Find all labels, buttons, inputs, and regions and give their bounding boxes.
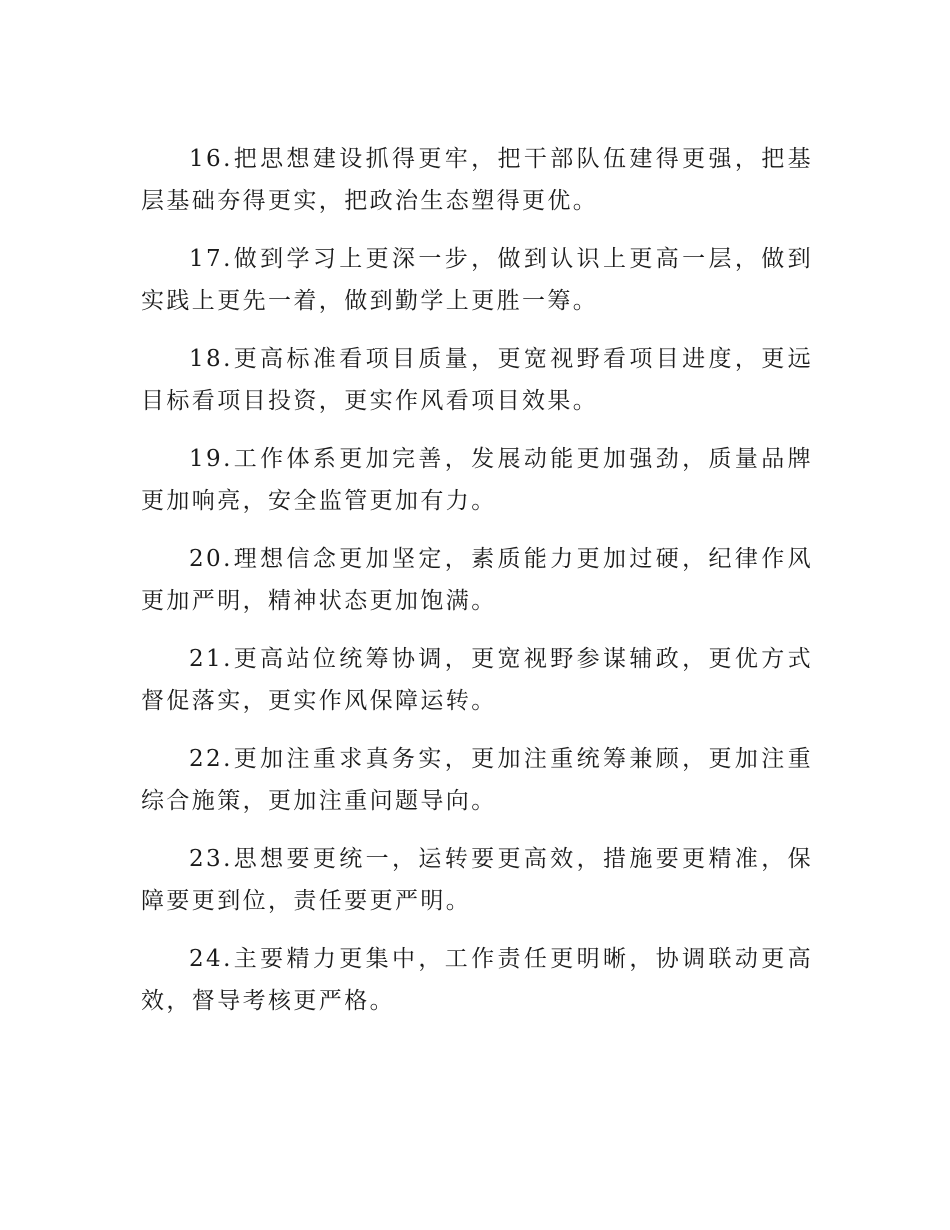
paragraph-24: 24.主要精力更集中，工作责任更明晰，协调联动更高效，督导考核更严格。 (141, 946, 813, 1014)
paragraph-19: 19.工作体系更加完善，发展动能更加强劲，质量品牌更加响亮，安全监管更加有力。 (141, 446, 813, 514)
paragraph-20: 20.理想信念更加坚定，素质能力更加过硬，纪律作风更加严明，精神状态更加饱满。 (141, 546, 813, 614)
paragraph-23: 23.思想要更统一，运转要更高效，措施要更精准，保障要更到位，责任要更严明。 (141, 846, 813, 914)
paragraph-22: 22.更加注重求真务实，更加注重统筹兼顾，更加注重综合施策，更加注重问题导向。 (141, 746, 813, 814)
paragraph-21: 21.更高站位统筹协调，更宽视野参谋辅政，更优方式督促落实，更实作风保障运转。 (141, 646, 813, 714)
document-body (141, 138, 813, 1038)
paragraph-16: 16.把思想建设抓得更牢，把干部队伍建得更强，把基层基础夯得更实，把政治生态塑得更优。 (141, 146, 813, 214)
paragraph-17: 17.做到学习上更深一步，做到认识上更高一层，做到实践上更先一着，做到勤学上更胜一筹。 (141, 246, 813, 314)
paragraph-18: 18.更高标准看项目质量，更宽视野看项目进度，更远目标看项目投资，更实作风看项目效果。 (141, 346, 813, 414)
